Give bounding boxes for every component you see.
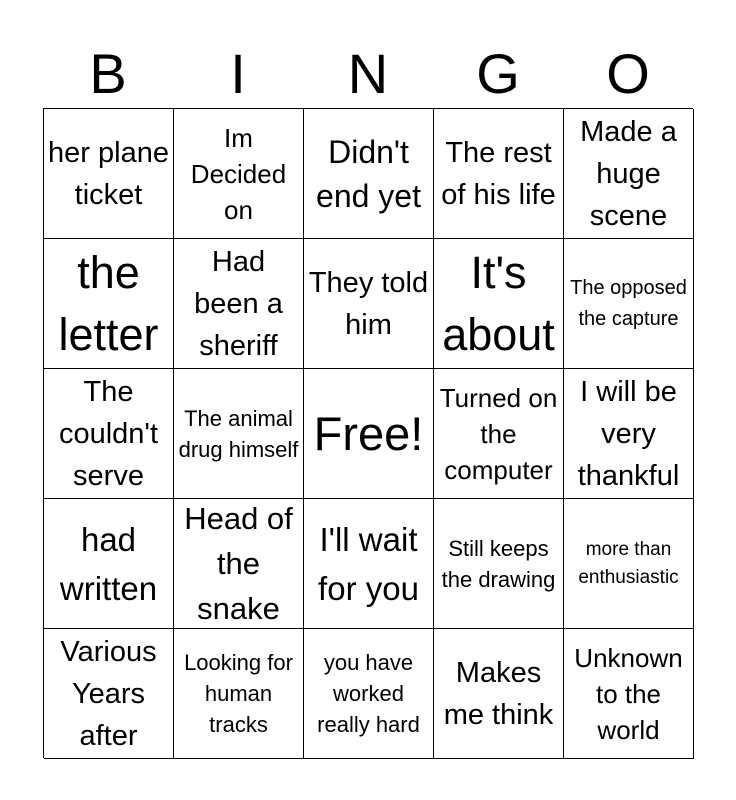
bingo-cell[interactable] [564, 109, 694, 239]
free-space-text: Free! [313, 406, 424, 460]
bingo-cell[interactable] [304, 499, 434, 629]
header-letter-b: B [89, 42, 127, 105]
cell-text: the letter [58, 246, 159, 360]
cell-text: Made a huge scene [580, 115, 677, 232]
cell-text: Im Decided on [190, 122, 287, 225]
header-letter-i: I [230, 42, 246, 105]
cell-text: Head of the snake [184, 501, 293, 626]
cell-text: The couldn't serve [58, 375, 159, 492]
cell-text: Turned on the computer [439, 382, 558, 485]
bingo-cell[interactable] [174, 629, 304, 759]
bingo-cell[interactable] [44, 109, 174, 239]
header-letter-o: O [606, 42, 650, 105]
cell-text: The rest of his life [441, 136, 556, 211]
cell-text: I will be very thankful [577, 375, 680, 492]
header-letter-n: N [347, 42, 389, 105]
cell-text: The opposed the capture [570, 276, 687, 330]
bingo-cell[interactable] [434, 369, 564, 499]
bingo-cell[interactable] [434, 499, 564, 629]
bingo-cell[interactable] [304, 629, 434, 759]
cell-text: I'll wait for you [318, 520, 419, 607]
cell-text: Makes me think [443, 656, 554, 731]
bingo-cell[interactable] [44, 239, 174, 369]
cell-text: had written [59, 520, 158, 607]
bingo-cell[interactable] [564, 239, 694, 369]
bingo-cell[interactable] [44, 629, 174, 759]
cell-text: more than enthusiastic [578, 538, 679, 588]
bingo-cell[interactable] [44, 369, 174, 499]
bingo-cell[interactable] [434, 109, 564, 239]
bingo-cell[interactable] [174, 369, 304, 499]
cell-text: Looking for human tracks [184, 650, 293, 737]
cell-text: Didn't end yet [316, 133, 421, 214]
cell-text: Unknown to the world [574, 642, 683, 745]
bingo-cell[interactable] [174, 499, 304, 629]
cell-text: It's about [442, 246, 555, 360]
cell-text: The animal drug himself [178, 405, 299, 462]
bingo-cell[interactable] [304, 109, 434, 239]
cell-text: Had been a sheriff [194, 245, 283, 362]
cell-text: Still keeps the drawing [441, 535, 556, 592]
bingo-cell[interactable] [174, 239, 304, 369]
bingo-cell[interactable] [564, 369, 694, 499]
cell-text: They told him [308, 266, 429, 341]
bingo-cell[interactable] [434, 239, 564, 369]
bingo-cell[interactable] [304, 239, 434, 369]
bingo-cell[interactable] [564, 499, 694, 629]
bingo-header [43, 40, 693, 108]
bingo-cell[interactable] [564, 629, 694, 759]
bingo-cell[interactable] [44, 499, 174, 629]
header-letter-g: G [476, 42, 520, 105]
bingo-board [43, 108, 693, 758]
bingo-cell[interactable] [174, 109, 304, 239]
free-space-cell[interactable] [304, 369, 434, 499]
cell-text: her plane ticket [48, 136, 169, 211]
bingo-cell[interactable] [434, 629, 564, 759]
cell-text: you have worked really hard [317, 650, 420, 737]
cell-text: Various Years after [60, 635, 157, 752]
